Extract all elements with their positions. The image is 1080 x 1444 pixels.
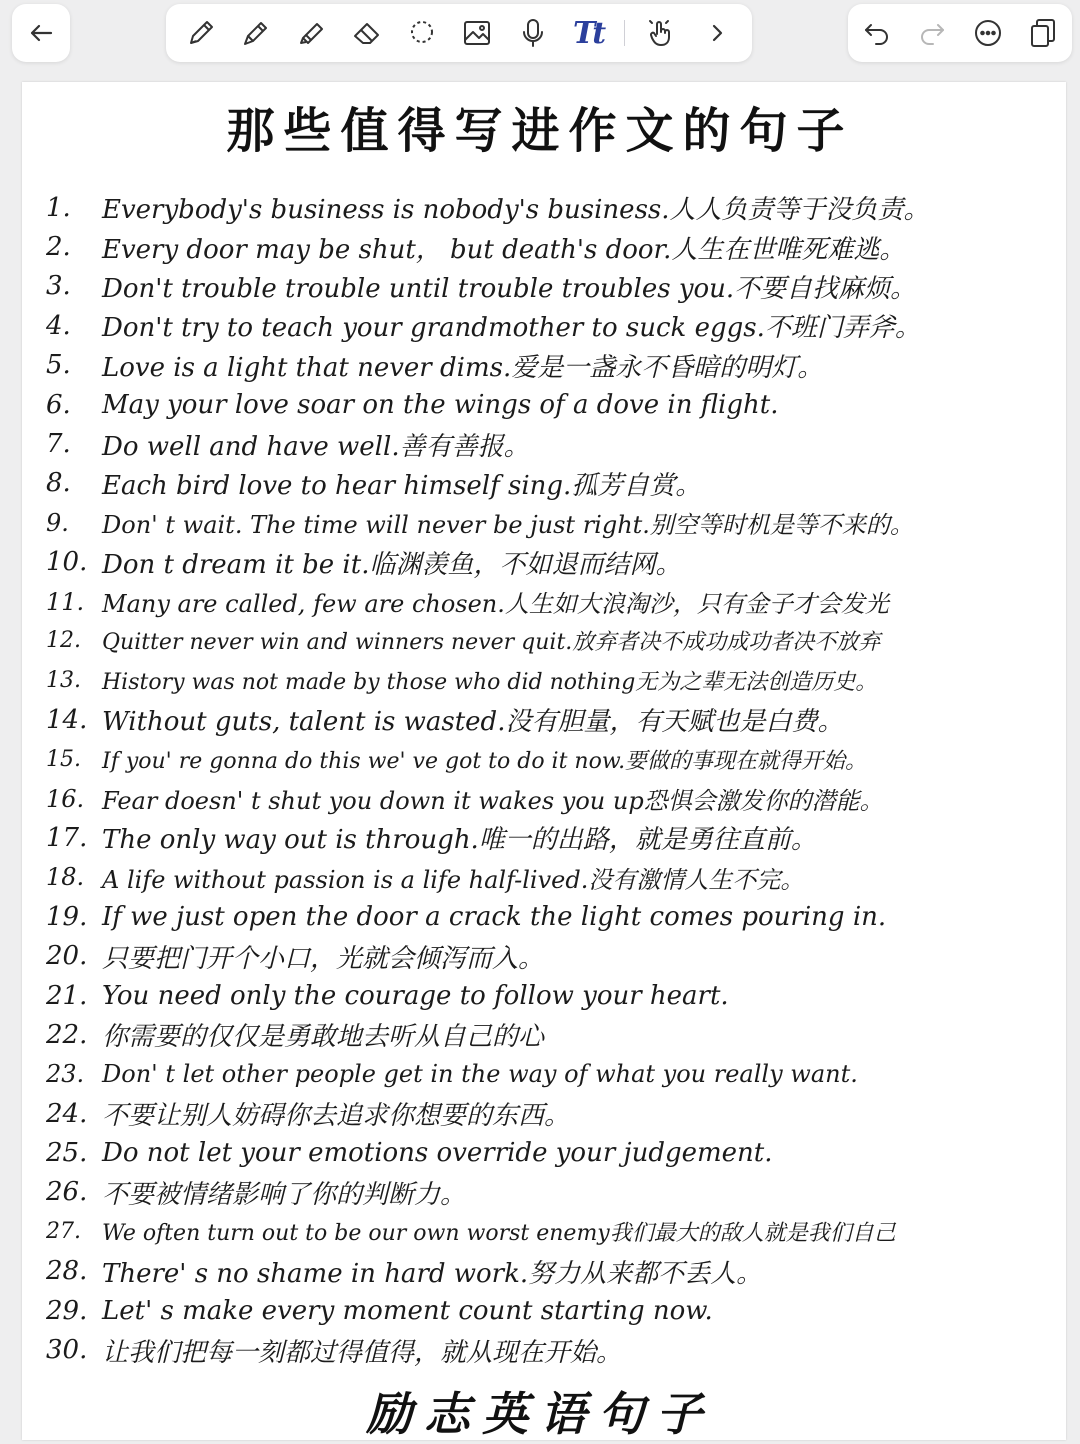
item-text: 不要被情绪影响了你的判断力。 [102, 1179, 467, 1210]
item-number: 17. [46, 822, 88, 853]
item-text: Everybody's business is nobody's business.人人负责等于没负责。 [102, 195, 930, 226]
list-item [46, 503, 1046, 542]
list-item [46, 1212, 1046, 1251]
item-number: 21. [46, 980, 88, 1011]
item-number: 5. [46, 350, 71, 381]
item-number: 12. [46, 628, 81, 654]
item-text: Let' s make every moment count starting now. [102, 1295, 713, 1326]
sentence-list [46, 188, 1046, 1370]
list-item [46, 1330, 1046, 1369]
item-text: Don' t wait. The time will never be just right.别空等时机是等不来的。 [102, 511, 914, 540]
item-text: If we just open the door a crack the light comes pouring in. [102, 901, 887, 932]
list-item [46, 1094, 1046, 1133]
item-text: 只要把门开个小口，光就会倾泻而入。 [102, 943, 545, 974]
redo-icon[interactable] [913, 14, 951, 52]
undo-icon[interactable] [858, 14, 896, 52]
toolbar-divider [624, 20, 625, 46]
image-icon[interactable] [458, 14, 496, 52]
pencil-icon[interactable] [237, 14, 275, 52]
item-number: 18. [46, 863, 85, 892]
item-number: 8. [46, 468, 71, 499]
item-number: 6. [46, 389, 71, 420]
item-text: Quitter never win and winners never quit.放弃者决不成功成功者决不放弃 [102, 630, 881, 656]
lasso-icon[interactable] [403, 14, 441, 52]
item-number: 25. [46, 1138, 88, 1169]
list-item [46, 267, 1046, 306]
item-text: You need only the courage to follow your heart. [102, 980, 729, 1011]
list-item [46, 424, 1046, 463]
list-item [46, 700, 1046, 739]
item-text: We often turn out to be our own worst enemy我们最大的敌人就是我们自己 [102, 1221, 896, 1247]
list-item [46, 976, 1046, 1015]
item-number: 10. [46, 547, 88, 578]
highlighter-icon[interactable] [293, 14, 331, 52]
text-tool-icon[interactable] [569, 14, 607, 52]
list-item [46, 582, 1046, 621]
list-item [46, 1291, 1046, 1330]
item-text: The only way out is through.唯一的出路，就是勇往直前。 [102, 825, 817, 856]
microphone-icon[interactable] [514, 14, 552, 52]
item-number: 16. [46, 784, 85, 813]
item-text: Each bird love to hear himself sing.孤芳自赏。 [102, 470, 702, 501]
list-item [46, 739, 1046, 778]
item-number: 14. [46, 704, 88, 735]
pen-icon[interactable] [182, 14, 220, 52]
arrow-left-icon [22, 14, 60, 52]
list-item [46, 621, 1046, 660]
list-item [46, 779, 1046, 818]
item-number: 19. [46, 901, 88, 932]
list-item [46, 661, 1046, 700]
list-item [46, 858, 1046, 897]
list-item [46, 818, 1046, 857]
list-item [46, 306, 1046, 345]
hand-touch-icon[interactable] [643, 14, 681, 52]
chevron-right-icon[interactable] [698, 14, 736, 52]
item-number: 13. [46, 667, 81, 693]
item-text: Fear doesn' t shut you down it wakes you up恐惧会激发你的潜能。 [102, 787, 884, 816]
item-number: 20. [46, 941, 88, 972]
item-text: Don't trouble trouble until trouble troubles you.不要自找麻烦。 [102, 273, 917, 304]
list-item [46, 1173, 1046, 1212]
item-number: 23. [46, 1060, 85, 1089]
item-text: Many are called, few are chosen.人生如大浪淘沙，只有金子才会发光 [102, 590, 889, 619]
item-text: Do well and have well.善有善报。 [102, 431, 530, 462]
item-number: 4. [46, 310, 71, 341]
item-number: 27. [46, 1219, 81, 1245]
item-text: May your love soar on the wings of a dove in flight. [102, 389, 779, 420]
item-number: 11. [46, 587, 85, 616]
list-item [46, 1015, 1046, 1054]
list-item [46, 1252, 1046, 1291]
list-item [46, 227, 1046, 266]
list-item [46, 897, 1046, 936]
eraser-icon[interactable] [348, 14, 386, 52]
item-number: 15. [46, 746, 81, 772]
more-icon[interactable] [969, 14, 1007, 52]
item-text: If you' re gonna do this we' ve got to do it now.要做的事现在就得开始。 [102, 748, 868, 774]
list-item [46, 1133, 1046, 1172]
item-text: Don t dream it be it.临渊羡鱼，不如退而结网。 [102, 549, 682, 580]
item-number: 1. [46, 192, 71, 223]
text-tool-label: Tt [572, 15, 604, 51]
item-text: There' s no shame in hard work.努力从来都不丢人。 [102, 1258, 763, 1289]
top-toolbar [0, 0, 1080, 80]
item-number: 30. [46, 1335, 88, 1366]
item-text: History was not made by those who did nothing无为之辈无法创造历史。 [102, 669, 878, 695]
item-number: 2. [46, 232, 71, 263]
list-item [46, 346, 1046, 385]
item-number: 7. [46, 429, 71, 460]
history-controls [848, 4, 1072, 62]
item-number: 22. [46, 1019, 88, 1050]
item-text: 你需要的仅仅是勇敢地去听从自己的心 [102, 1022, 545, 1053]
item-number: 3. [46, 271, 71, 302]
list-item [46, 385, 1046, 424]
item-text: Don't try to teach your grandmother to suck eggs.不班门弄斧。 [102, 313, 921, 344]
list-item [46, 1055, 1046, 1094]
item-number: 9. [46, 508, 69, 537]
list-item [46, 936, 1046, 975]
item-text: Every door may be shut， but death's door.人生在世唯死难逃。 [102, 234, 906, 265]
back-button[interactable] [12, 4, 70, 62]
page-title: 那些值得写进作文的句子 [226, 103, 854, 159]
item-text: 不要让别人妨碍你去追求你想要的东西。 [102, 1101, 571, 1132]
item-text: Do not let your emotions override your judgement. [102, 1138, 773, 1169]
list-item [46, 543, 1046, 582]
list-item [46, 464, 1046, 503]
item-number: 26. [46, 1177, 88, 1208]
item-number: 29. [46, 1295, 88, 1326]
item-text: Don' t let other people get in the way of what you really want. [102, 1060, 858, 1089]
item-number: 24. [46, 1098, 88, 1129]
section-heading: 励志英语句子 [366, 1387, 714, 1441]
item-number: 28. [46, 1256, 88, 1287]
item-text: Love is a light that never dims.爱是一盏永不昏暗的明灯。 [102, 352, 824, 383]
tool-palette [166, 4, 752, 62]
item-text: A life without passion is a life half-lived.没有激情人生不完。 [102, 865, 805, 894]
pages-icon[interactable] [1024, 14, 1062, 52]
list-item [46, 188, 1046, 227]
item-text: Without guts, talent is wasted.没有胆量，有天赋也是白费。 [102, 707, 844, 738]
item-text: 让我们把每一刻都过得值得，就从现在开始。 [102, 1337, 623, 1368]
